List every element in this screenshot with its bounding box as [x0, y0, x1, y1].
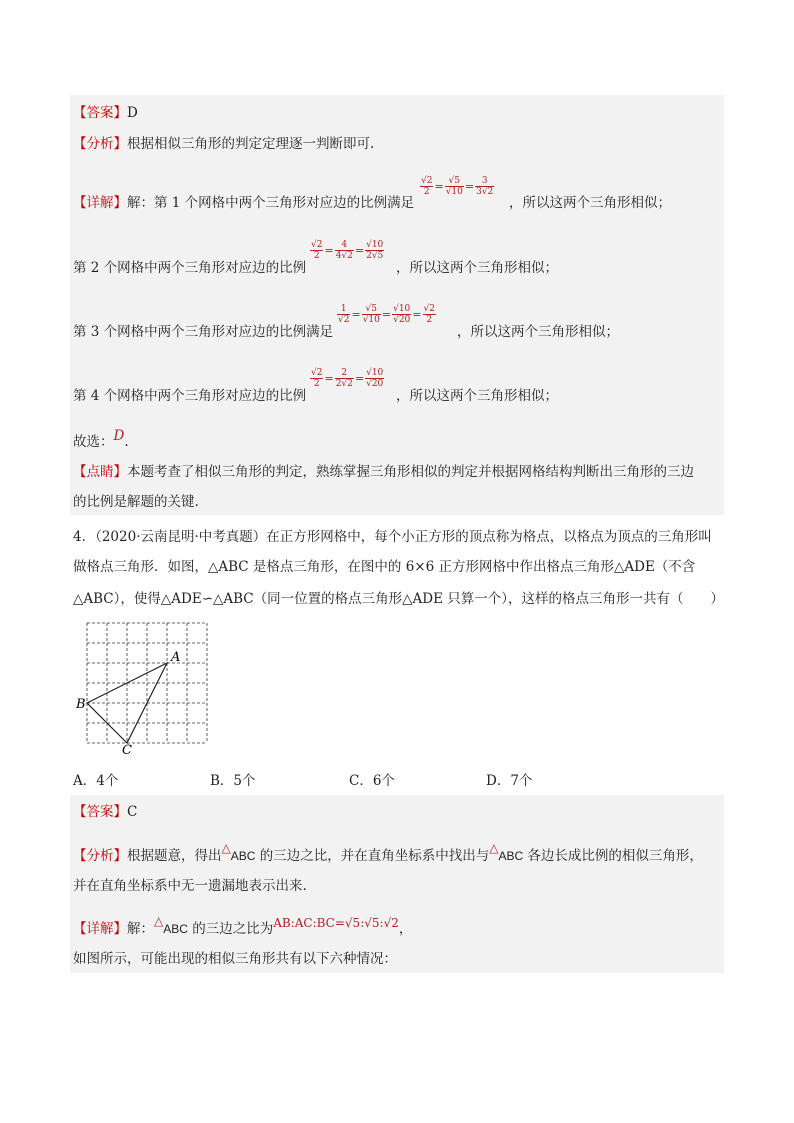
ratio-expression-1: $\frac{√2}{2}$ = $\frac{√5}{√10}$ = $\frac{3}{3√2}$ — [421, 176, 494, 197]
detail-line-2-tail: ，所以这两个三角形相似； — [396, 260, 558, 276]
label-b: B — [76, 697, 86, 712]
ratio-expression-4: $\frac{√2}{2}$ = $\frac{2}{2√2}$ = $\frac{√10}{√20}$ — [311, 368, 384, 389]
detail-line-1: 【详解】解：第 1 个网格中两个三角形对应边的比例满足 — [73, 195, 415, 211]
tip-line-1: 【点睛】本题考查了相似三角形的判定，熟练掌握三角形相似的判定并根据网格结构判断出三角形的三边 — [73, 464, 694, 480]
option-a[interactable]: A．4个 — [73, 773, 119, 789]
tip-line-2: 的比例是解题的关键. — [73, 494, 199, 510]
detail-line-4: 第 4 个网格中两个三角形对应边的比例 — [73, 388, 307, 404]
question-line-1: 4．（2020·云南昆明·中考真题）在正方形网格中，每个小正方形的顶点称为格点，以格点为顶点的三角形叫 — [73, 529, 712, 545]
detail-line-3-tail: ，所以这两个三角形相似； — [457, 324, 619, 340]
question-line-2: 做格点三角形．如图，△ABC 是格点三角形，在图中的 6×6 正方形网格中作出格点三角形△ADE（不含 — [73, 559, 696, 575]
grid-triangle-figure — [76, 615, 216, 755]
answer-line: 【答案】D — [73, 105, 138, 121]
option-d[interactable]: D．7个 — [486, 773, 533, 789]
detail-line-4-tail: ，所以这两个三角形相似； — [396, 388, 558, 404]
detail-line-1-tail: ，所以这两个三角形相似； — [509, 195, 671, 211]
answer-line-2: 【答案】C — [73, 804, 138, 820]
option-c[interactable]: C．6个 — [349, 773, 395, 789]
option-b[interactable]: B．5个 — [210, 773, 256, 789]
detail-line-6: 如图所示，可能出现的相似三角形共有以下六种情况： — [73, 951, 397, 967]
ratio-expression-2: $\frac{√2}{2}$ = $\frac{4}{4√2}$ = $\frac{√10}{2√5}$ — [311, 240, 384, 261]
label-c: C — [122, 743, 132, 755]
detail-line-3: 第 3 个网格中两个三角形对应边的比例满足 — [73, 324, 334, 340]
label-a: A — [171, 650, 181, 665]
choose-line: 故选：D. — [73, 428, 129, 450]
detail-line-2: 第 2 个网格中两个三角形对应边的比例 — [73, 260, 307, 276]
question-line-3: △ABC），使得△ADE∽△ABC（同一位置的格点三角形△ADE 只算一个），这样的格点三角形一共有（ ） — [73, 591, 724, 607]
detail-line-5: 【详解】解：△ABC 的三边之比为AB:AC:BC=√5:√5:√2， — [73, 914, 413, 937]
analysis-line-2b: 并在直角坐标系中无一遗漏地表示出来. — [73, 878, 307, 894]
ratio-expression-3: $\frac{1}{√2}$ = $\frac{√5}{√10}$ = $\frac{√10}{√20}$ = $\frac{√2}{2}$ — [338, 304, 435, 325]
analysis-line-2: 【分析】根据题意，得出△ABC 的三边之比，并在直角坐标系中找出与△ABC 各边长成比例的相似三角形， — [73, 841, 703, 864]
analysis-line: 【分析】根据相似三角形的判定定理逐一判断即可. — [73, 136, 375, 152]
